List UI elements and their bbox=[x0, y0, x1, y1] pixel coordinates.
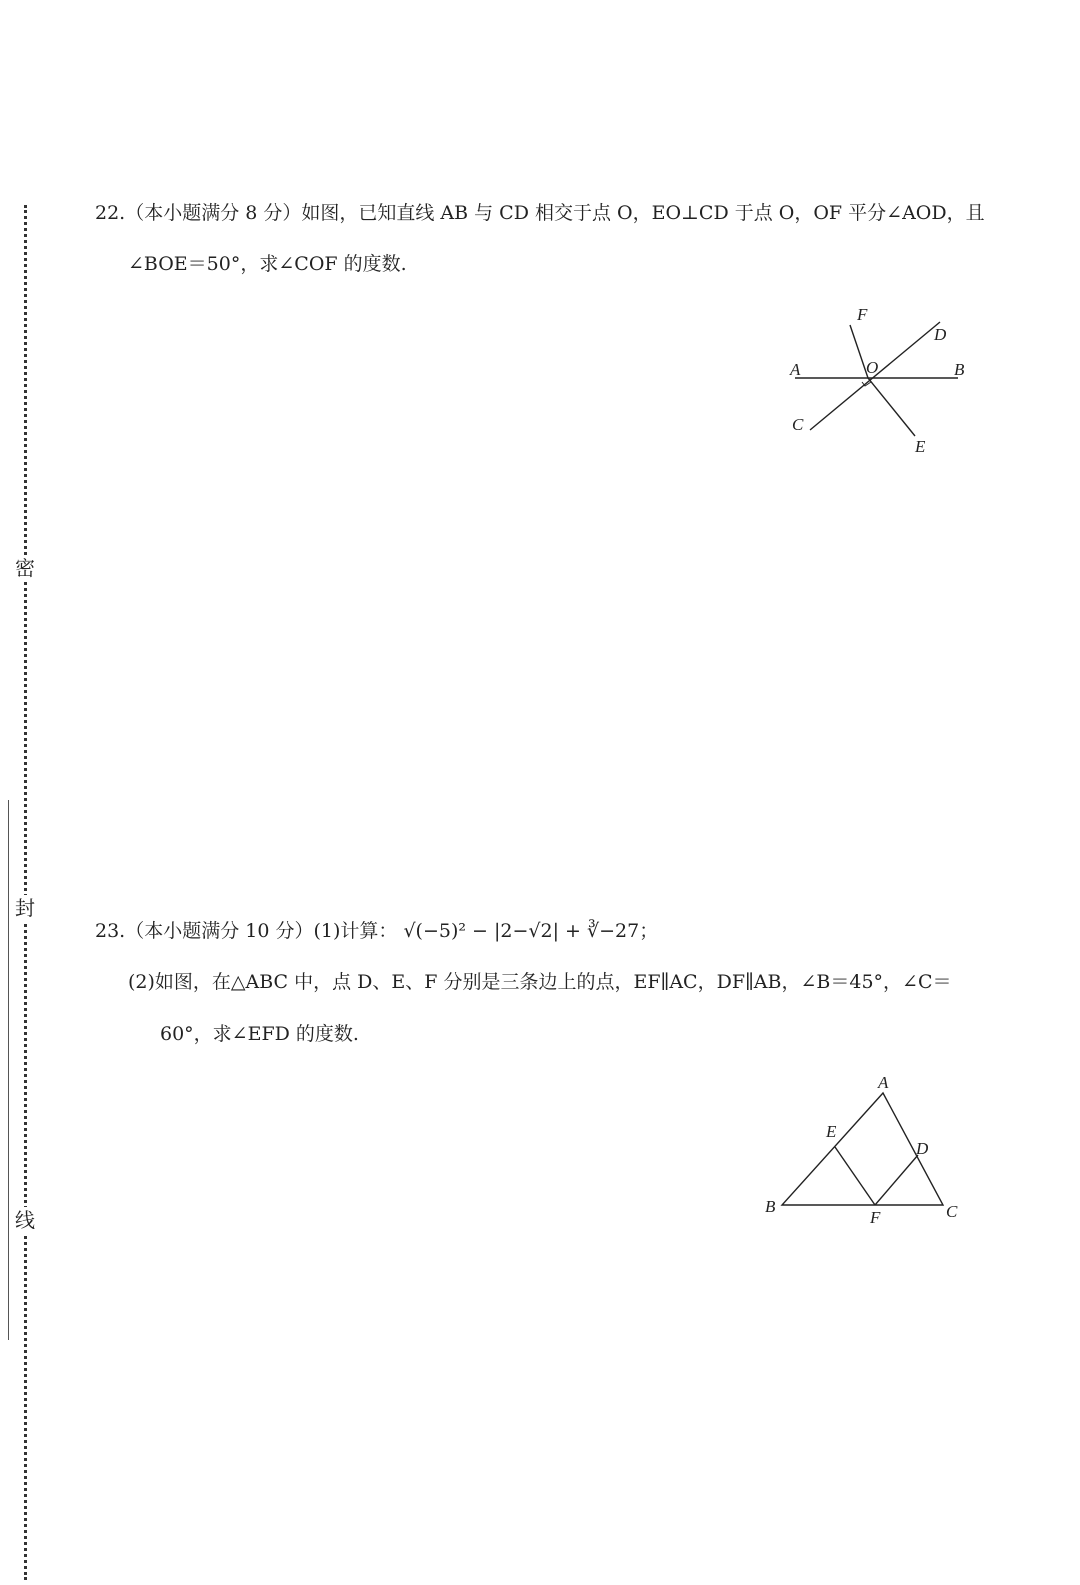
q23-part1-expression: √(−5)² − |2−√2| + ∛−27； bbox=[403, 920, 659, 942]
label-F: F bbox=[870, 1208, 881, 1227]
ray-OE bbox=[868, 378, 915, 436]
label-F: F bbox=[857, 305, 868, 324]
segment-EF bbox=[835, 1147, 875, 1205]
label-D: D bbox=[934, 325, 947, 344]
q22-figure bbox=[780, 300, 1000, 460]
q23-part2-line-1: (2)如图，在△ABC 中，点 D、E、F 分别是三条边上的点，EF∥AC，DF∥AB，∠B＝45°，∠C＝ bbox=[128, 971, 952, 993]
label-D: D bbox=[916, 1139, 929, 1158]
q23-part2-line-2: 60°，求∠EFD 的度数. bbox=[160, 1023, 359, 1045]
label-C: C bbox=[792, 415, 804, 434]
label-A: A bbox=[790, 360, 801, 379]
label-O: O bbox=[866, 358, 879, 377]
segment-DF bbox=[875, 1155, 918, 1205]
label-E: E bbox=[915, 437, 926, 456]
sealing-dotted-line bbox=[24, 205, 27, 1580]
q23-part1-label: 23.（本小题满分 10 分）(1)计算： bbox=[95, 920, 398, 942]
label-B: B bbox=[765, 1197, 776, 1216]
label-B: B bbox=[954, 360, 965, 379]
q22-line-2: ∠BOE＝50°，求∠COF 的度数. bbox=[128, 253, 407, 275]
q23-figure bbox=[760, 1075, 980, 1235]
label-C: C bbox=[946, 1202, 958, 1221]
label-E: E bbox=[826, 1122, 837, 1141]
seal-char-mi: 密 bbox=[12, 555, 38, 581]
seal-char-xian: 线 bbox=[12, 1207, 38, 1233]
label-A: A bbox=[878, 1073, 889, 1092]
margin-bracket-line bbox=[8, 800, 9, 1340]
seal-char-feng: 封 bbox=[12, 895, 38, 921]
q23-part1 bbox=[95, 918, 658, 944]
q22-line-1: 22.（本小题满分 8 分）如图，已知直线 AB 与 CD 相交于点 O，EO⊥CD 于点 O，OF 平分∠AOD，且 bbox=[95, 202, 985, 224]
